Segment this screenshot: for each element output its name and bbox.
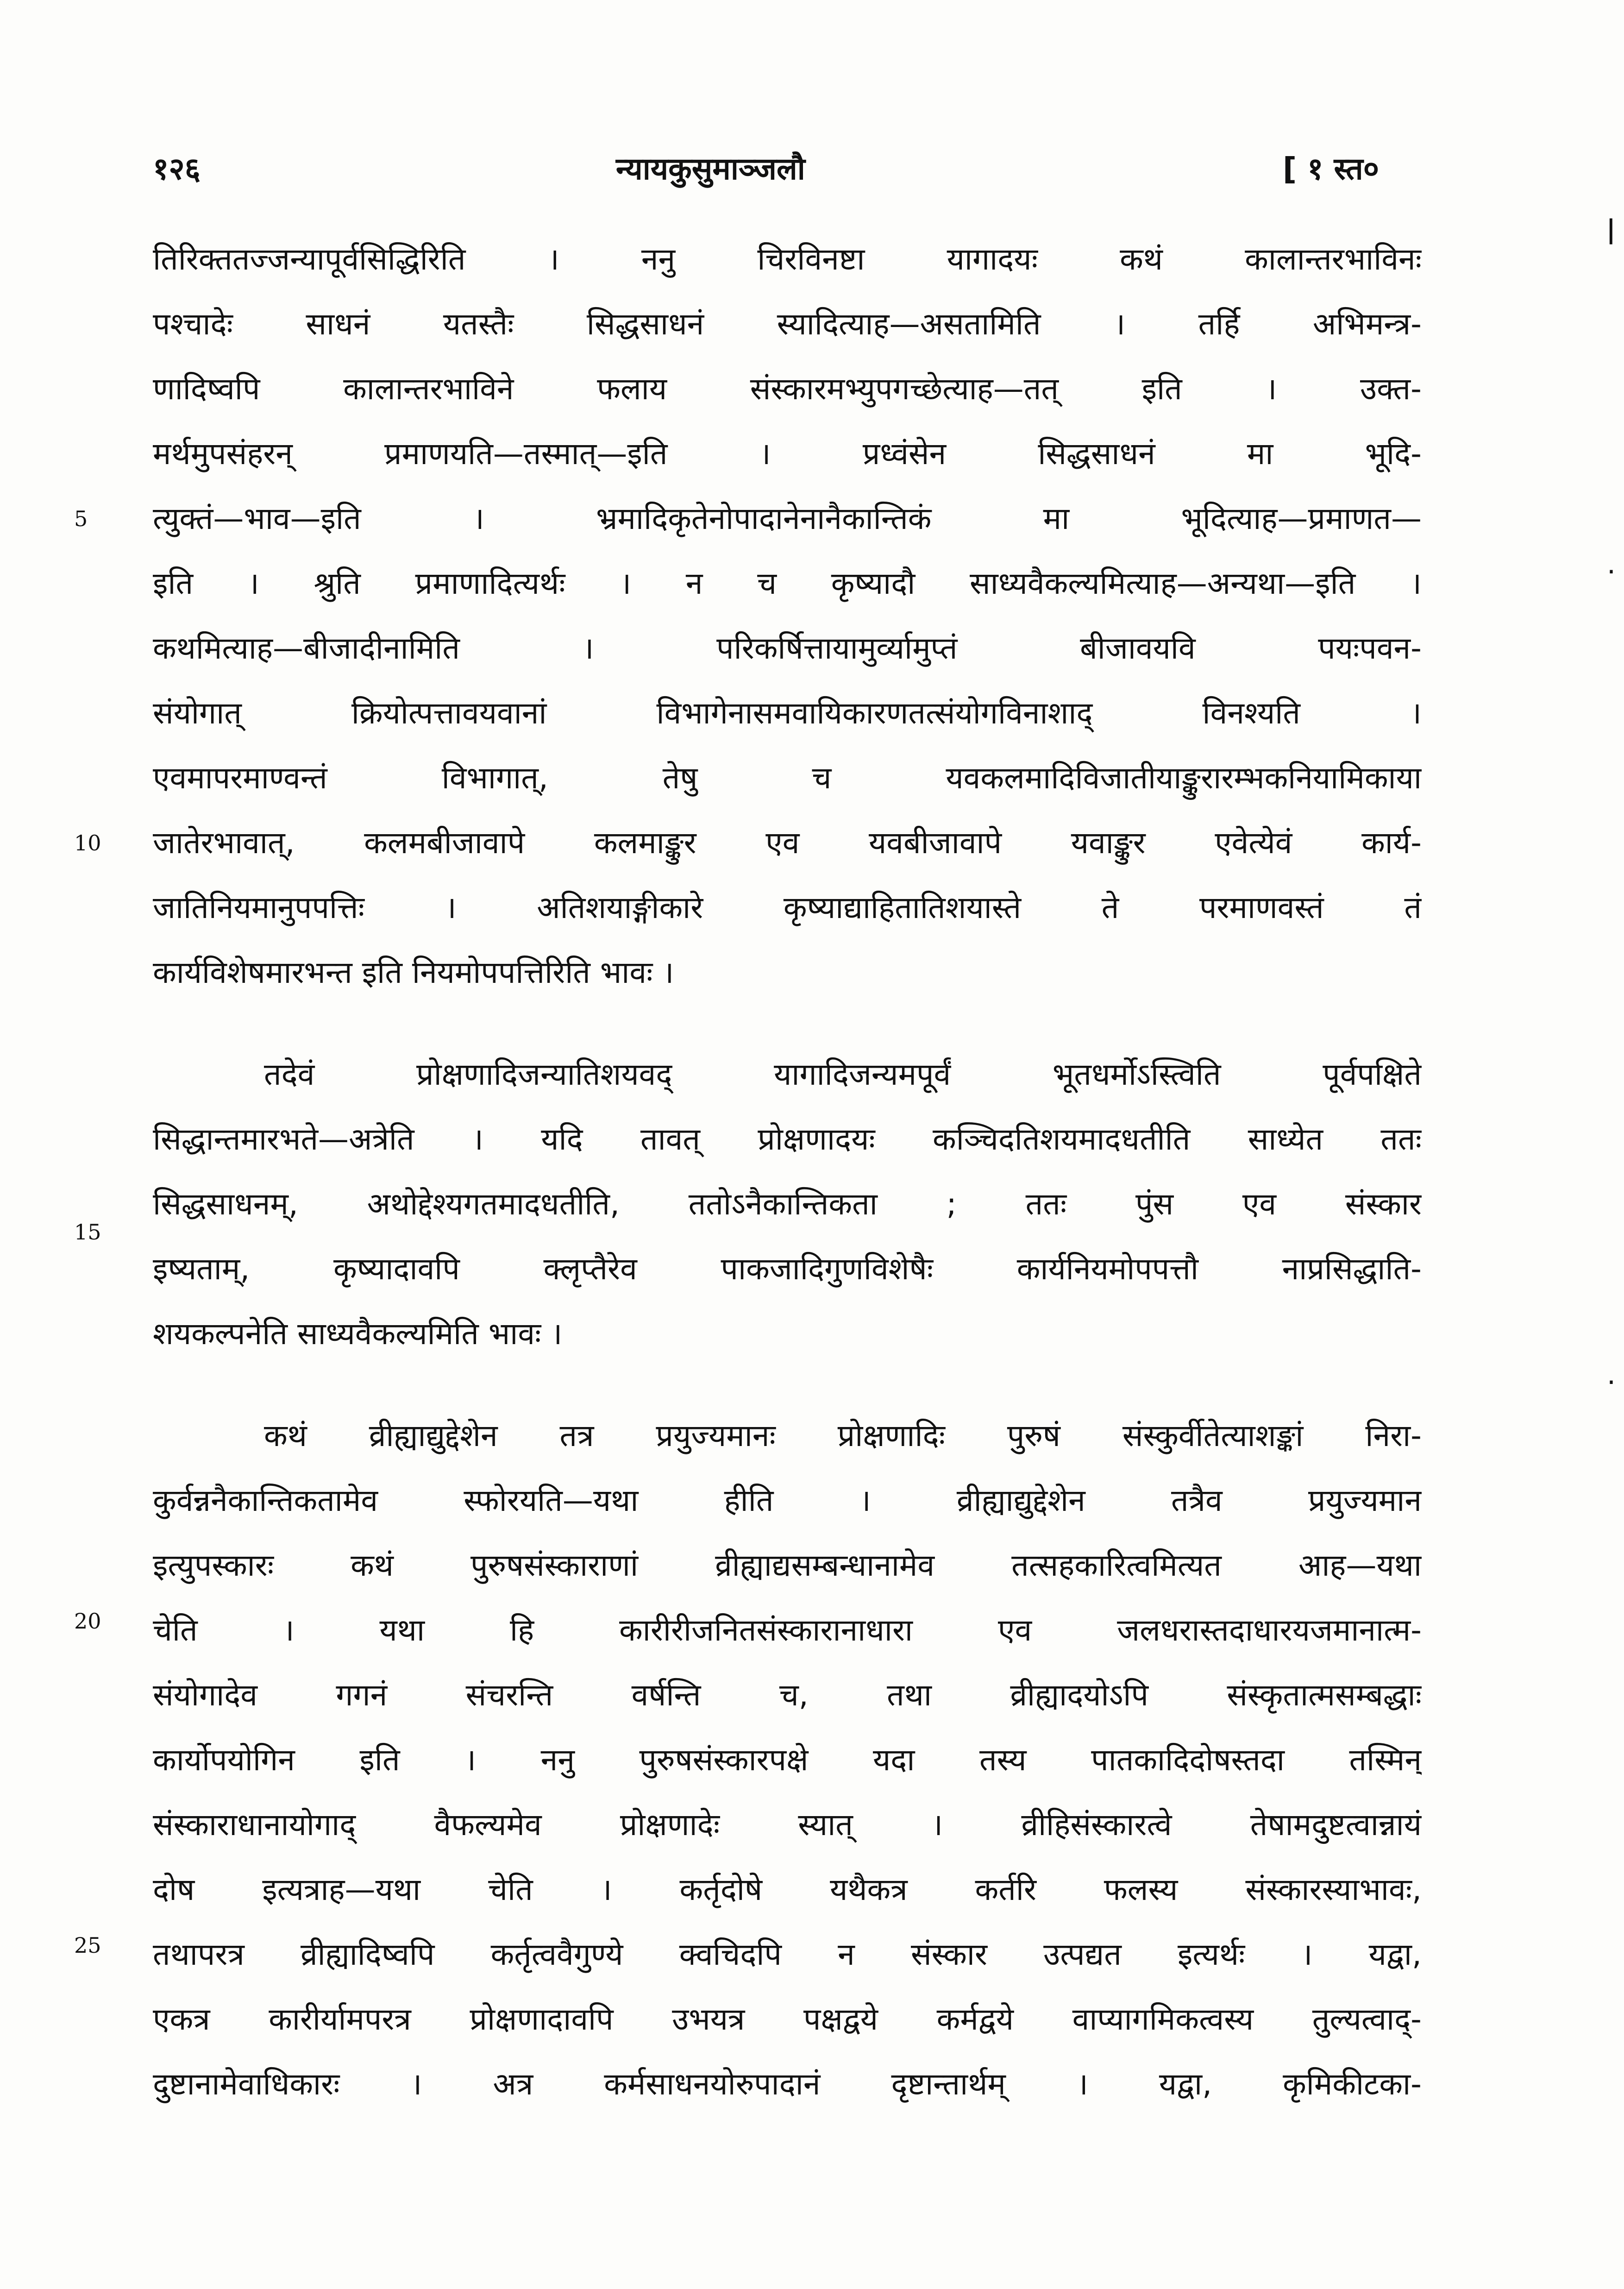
- paragraph: [153, 1403, 1422, 2117]
- text-line: तथापरत्र व्रीह्यादिष्वपि कर्तृत्ववैगुण्ये क्वचिदपि न संस्कार उत्पद्यत इत्यर्थः । यद्वा,: [153, 1937, 1422, 1972]
- margin-mark: ǀ: [1607, 213, 1615, 245]
- text-line: चेति । यथा हि कारीरीजनितसंस्कारानाधारा एव जलधरास्तदाधारयजमानात्म-: [153, 1612, 1422, 1648]
- body-text: [153, 227, 1422, 2117]
- text-line: सिद्धान्तमारभते—अत्रेति । यदि तावत् प्रोक्षणादयः कञ्चिदतिशयमादधतीति साध्येत ततः: [153, 1121, 1422, 1157]
- text-line: कार्योपयोगिन इति । ननु पुरुषसंस्कारपक्षे यदा तस्य पातकादिदोषस्तदा तस्मिन्: [153, 1742, 1422, 1778]
- text-line: इति । श्रुति प्रमाणादित्यर्थः । न च कृष्यादौ साध्यवैकल्यमित्याह—अन्यथा—इति ।: [153, 566, 1422, 601]
- line-number: 10: [74, 830, 101, 855]
- text-line: इत्युपस्कारः कथं पुरुषसंस्काराणां व्रीह्याद्यसम्बन्धानामेव तत्सहकारित्वमित्यत आह—यथा: [153, 1547, 1422, 1583]
- text-line: त्युक्तं—भाव—इति । भ्रमादिकृतेनोपादानेनानैकान्तिकं मा भूदित्याह—प्रमाणत—: [153, 501, 1422, 536]
- text-line: णादिष्वपि कालान्तरभाविने फलाय संस्कारमभ्युपगच्छेत्याह—तत् इति । उक्त-: [153, 371, 1422, 407]
- text-line: कथमित्याह—बीजादीनामिति । परिकर्षित्तायामुर्व्यामुप्तं बीजावयवि पयःपवन-: [153, 630, 1422, 666]
- text-line: शयकल्पनेति साध्यवैकल्यमिति भावः ।: [153, 1316, 563, 1352]
- line-number: 5: [74, 506, 88, 531]
- text-line: मर्थमुपसंहरन् प्रमाणयति—तस्मात्—इति । प्रध्वंसेन सिद्धसाधनं मा भूदि-: [153, 436, 1422, 472]
- text-line: कुर्वन्ननैकान्तिकतामेव स्फोरयति—यथा हीति । व्रीह्याद्युद्देशेन तत्रैव प्रयुज्यमान: [153, 1483, 1422, 1518]
- line-number: 25: [74, 1933, 101, 1958]
- section-marker: [ १ स्त०: [1283, 151, 1379, 187]
- text-line: एवमापरमाण्वन्तं विभागात्, तेषु च यवकलमादिविजातीयाङ्कुरारम्भकनियामिकाया: [153, 760, 1422, 796]
- margin-mark: ·: [1607, 556, 1616, 588]
- line-number: 20: [74, 1609, 101, 1634]
- paragraph: [153, 227, 1422, 1005]
- paragraph: [153, 1042, 1422, 1366]
- text-line: तिरिक्ततज्जन्यापूर्वसिद्धिरिति । ननु चिरविनष्टा यागादयः कथं कालान्तरभाविनः: [153, 241, 1422, 277]
- text-line: सिद्धसाधनम्, अथोद्देश्यगतमादधतीति, ततोऽनैकान्तिकता ; ततः पुंस एव संस्कार: [153, 1186, 1422, 1222]
- text-line: दोष इत्यत्राह—यथा चेति । कर्तृदोषे यथैकत्र कर्तरि फलस्य संस्कारस्याभावः,: [153, 1872, 1422, 1907]
- margin-mark: ·: [1607, 1366, 1616, 1399]
- text-line: इष्यताम्, कृष्यादावपि क्लृप्तैरेव पाकजादिगुणविशेषैः कार्यनियमोपपत्तौ नाप्रसिद्धाति-: [153, 1251, 1422, 1287]
- text-line: एकत्र कारीर्यामपरत्र प्रोक्षणादावपि उभयत्र पक्षद्वये कर्मद्वये वाप्यागमिकत्वस्य तुल्यत्वाद्-: [153, 2001, 1422, 2037]
- text-line: पश्चादेः साधनं यतस्तैः सिद्धसाधनं स्यादित्याह—असतामिति । तर्हि अभिमन्त्र-: [153, 306, 1422, 342]
- text-line: कथं व्रीह्याद्युद्देशेन तत्र प्रयुज्यमानः प्रोक्षणादिः पुरुषं संस्कुर्वीतेत्याशङ्कां निरा-: [264, 1418, 1422, 1453]
- text-line: जातिनियमानुपपत्तिः । अतिशयाङ्गीकारे कृष्याद्याहितातिशयास्ते ते परमाणवस्तं तं: [153, 890, 1422, 925]
- text-line: दुष्टानामेवाधिकारः । अत्र कर्मसाधनयोरुपादानं दृष्टान्तार्थम् । यद्वा, कृमिकीटका-: [153, 2066, 1422, 2102]
- line-number: 15: [74, 1220, 101, 1245]
- text-line: संयोगादेव गगनं संचरन्ति वर्षन्ति च, तथा व्रीह्यादयोऽपि संस्कृतात्मसम्बद्धाः: [153, 1677, 1422, 1713]
- page-number: १२६: [153, 151, 201, 187]
- text-line: जातेरभावात्, कलमबीजावापे कलमाङ्कुर एव यवबीजावापे यवाङ्कुर एवेत्येवं कार्य-: [153, 825, 1422, 861]
- text-line: तदेवं प्रोक्षणादिजन्यातिशयवद् यागादिजन्यमपूर्वं भूतधर्मोऽस्त्विति पूर्वपक्षिते: [264, 1056, 1422, 1092]
- running-header: [0, 144, 1624, 199]
- text-line: संस्काराधानायोगाद् वैफल्यमेव प्रोक्षणादेः स्यात् । व्रीहिसंस्कारत्वे तेषामदुष्टत्वान्नायं: [153, 1807, 1422, 1843]
- text-line: संयोगात् क्रियोत्पत्तावयवानां विभागेनासमवायिकारणतत्संयोगविनाशाद् विनश्यति ।: [153, 695, 1422, 731]
- running-title: न्यायकुसुमाञ्जलौ: [616, 151, 805, 187]
- text-line: कार्यविशेषमारभन्त इति नियमोपपत्तिरिति भावः ।: [153, 955, 674, 990]
